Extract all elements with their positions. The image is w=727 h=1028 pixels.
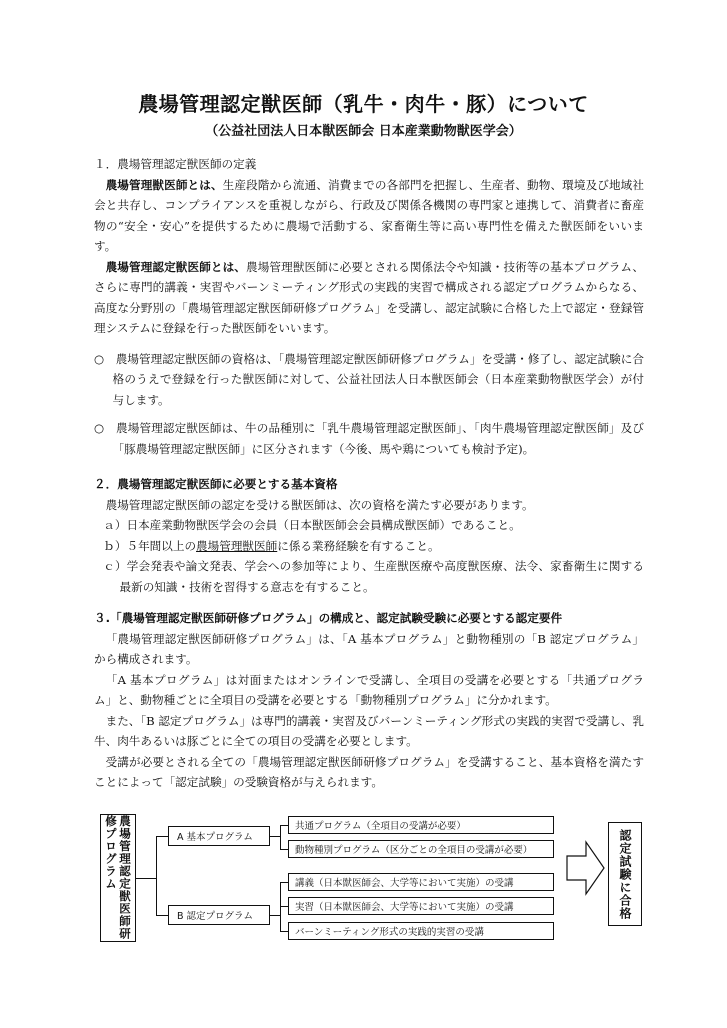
connector-b-3 (280, 931, 288, 932)
connector-to-b (156, 915, 168, 916)
page-subtitle: （公益社団法人日本獣医師会 日本産業動物獣医学会） (205, 124, 522, 139)
section-3-paragraph-1: 「農場管理認定獣医師研修プログラム」は、「A 基本プログラム」と動物種別の「B 認定プログラム」から構成されます。 (94, 631, 644, 666)
definition-term-1: 農場管理獣医師とは、 (105, 177, 223, 192)
arrow-right-icon (566, 840, 606, 896)
b-certification-program-box: B 認定プログラム (168, 905, 270, 925)
requirement-a: ａ）日本産業動物獣医学会の会員（日本獣医師会会員構成獣医師）であること。 (103, 518, 521, 532)
requirement-b-underlined: 農場管理獣医師 (196, 538, 278, 553)
requirement-b (94, 536, 644, 557)
requirement-b-post: に係る業務経験を有すること。 (277, 538, 440, 553)
section-3-paragraph-4: 受講が必要とされる全ての「農場管理認定獣医師研修プログラム」を受講すること、基本資格を満たすことによって「認定試験」の受験資格が与えられます。 (94, 754, 644, 789)
section-2-intro: 農場管理認定獣医師の認定を受ける獣医師は、次の資格を満たす必要があります。 (105, 497, 534, 512)
connector-a-2 (280, 849, 288, 850)
connector-b-2 (280, 906, 288, 907)
page-title: 農場管理認定獣医師（乳牛・肉牛・豚）について (138, 92, 589, 116)
practical-box: 実習（日本獣医師会、大学等において実施）の受講 (288, 897, 554, 915)
root-program-box: 農場管理認定獣医師研修プログラム (100, 814, 136, 942)
section-1-heading: １．農場管理認定獣医師の定義 (94, 157, 257, 171)
connector-root-vertical (156, 836, 157, 915)
barn-meeting-box: バーンミーティング形式の実践的実習の受講 (288, 922, 554, 940)
connector-to-a (156, 836, 168, 837)
definition-text-2: 農場管理獣医師に必要とされる関係法令や知識・技術等の基本プログラム、さらに専門的講義・実習やバーンミーティング形式の実践的実習で構成される認定プログラムからなる、高度な分野別の「農場管理認定獣医師研修プログラム」を受講し、認定試験に合格した上で認定・登録管理システムに登録を行った獣医師をいいます。 (94, 259, 644, 335)
definition-paragraph-1 (94, 175, 644, 257)
connector-b (270, 915, 280, 916)
section-3-paragraph-3: また、「B 認定プログラム」は専門的講義・実習及びバーンミーティング形式の実践的実習で受講し、乳牛、肉牛あるいは豚ごとに全ての項目の受講を必要とします。 (94, 713, 644, 748)
species-program-box: 動物種別プログラム（区分ごとの全項目の受講が必要） (288, 840, 554, 858)
bullet-note-1: ○ 農場管理認定獣医師の資格は、「農場管理認定獣医師研修プログラム」を受講・修了し、認定試験に合格のうえで登録を行った獣医師に対して、公益社団法人日本獣医師会（日本産業動物獣医学会）が付与します。 (94, 351, 644, 407)
connector-b-1 (280, 882, 288, 883)
program-structure-diagram (98, 808, 658, 948)
section-2 (94, 474, 644, 597)
section-3-heading: ３.「農場管理認定獣医師研修プログラム」の構成と、認定試験受験に必要とする認定要件 (94, 611, 563, 625)
bullet-note-2: ○ 農場管理認定獣医師は、牛の品種別に「乳牛農場管理認定獣医師」、「肉牛農場管理認定獣医師」及び「豚農場管理認定獣医師」に区分されます（今後、馬や鶏についても検討予定)。 (94, 421, 644, 456)
certification-exam-box: 認定試験に合格 (608, 822, 642, 926)
lecture-box: 講義（日本獣医師会、大学等において実施）の受講 (288, 873, 554, 891)
definition-text-1: 生産段階から流通、消費までの各部門を把握し、生産者、動物、環境及び地域社会と共存し、コンプライアンスを重視しながら、行政及び関係各機関の専門家と連携して、消費者に畜産物の“安全・安心”を提供するために農場で活動する、家畜衛生等に高い専門性を備えた獣医師をいいます。 (94, 177, 644, 253)
definition-paragraph-2 (94, 257, 644, 339)
common-program-box: 共通プログラム（全項目の受講が必要） (288, 816, 554, 834)
section-1 (94, 154, 644, 459)
section-3 (94, 608, 644, 793)
connector-a (270, 836, 280, 837)
definition-term-2: 農場管理認定獣医師とは、 (105, 259, 247, 274)
section-3-paragraph-2: 「A 基本プログラム」は対面またはオンラインで受講し、全項目の受講を必要とする「共通プログラム」と、動物種ごとに全項目の受講を必要とする「動物種別プログラム」に分かれます。 (94, 672, 644, 707)
section-2-heading: ２．農場管理認定獣医師に必要とする基本資格 (94, 477, 338, 491)
requirement-c: ｃ）学会発表や論文発表、学会への参加等により、生産獣医療や高度獣医療、法令、家畜衛生に関する最新の知識・技術を習得する意志を有すること。 (103, 559, 644, 594)
a-basic-program-box: A 基本プログラム (168, 826, 270, 846)
requirement-b-pre: ｂ）５年間以上の (103, 538, 197, 553)
connector-root (136, 878, 156, 879)
connector-a-vertical (280, 825, 281, 849)
connector-a-1 (280, 825, 288, 826)
